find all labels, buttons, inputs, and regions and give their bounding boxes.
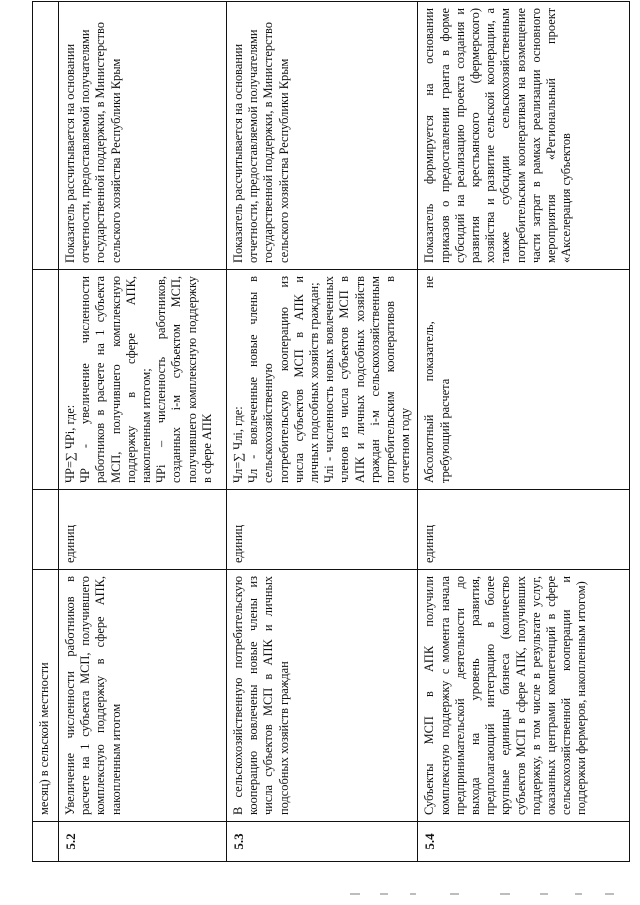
cell-unit [33, 490, 59, 570]
unit-of-measure: единиц [59, 490, 227, 570]
scan-artifact [500, 893, 510, 895]
table-row [59, 2, 227, 862]
cell-formula [33, 270, 59, 490]
table-row [227, 2, 418, 862]
indicators-table [32, 1, 630, 862]
indicator-name: Субъекты МСП в АПК получили комплексную поддержку с момента начала предпринимательской деятельности до выхода на уровень развития, предполагающий интеграцию в более крупные единицы бизнеса (количество субъектов МСП в сфере АПК, получивших поддержку, в том числе в результате услуг, оказанных центрами компетенций в сфере сельскохозяйственной кооперации и поддержки фермеров, накопленным итогом) [418, 570, 630, 822]
table-row [33, 2, 59, 862]
row-number: 5.4 [418, 822, 630, 862]
calculation-formula: Чл=∑ Члi, где: Чл - вовлеченные новые члены в сельскохозяйственную потребительскую кооперацию из числа субъектов МСП в АПК и личных подсобных хозяйств граждан; Члi - численность новых вовлеченных членов из числа субъектов МСП в АПК и личных подсобных хозяйств граждан i-м сельскохозяйственным потребительским кооперативов в отчетном году [227, 270, 418, 490]
indicator-name: Увеличение численности работников в расчете на 1 субъекта МСП, получившего комплексную поддержку в сфере АПК, накопленным итогом [59, 570, 227, 822]
calculation-formula: Абсолютный показатель, не требующий расчета [418, 270, 630, 490]
scan-artifact [410, 893, 416, 895]
scan-artifact [380, 893, 388, 895]
scan-artifact [605, 893, 614, 895]
scan-artifact [350, 893, 360, 895]
table-row [418, 2, 630, 862]
cell-num [33, 822, 59, 862]
row-number: 5.2 [59, 822, 227, 862]
indicator-name: В сельскохозяйственную потребительскую кооперацию вовлечены новые члены из числа субъектов МСП в АПК и личных подсобных хозяйств граждан [227, 570, 418, 822]
unit-of-measure: единиц [418, 490, 630, 570]
scan-artifact [540, 893, 548, 895]
data-source: Показатель рассчитывается на основании отчетности, предоставляемой получателями государственной поддержки, в Министерство сельского хозяйства Республики Крым [59, 2, 227, 270]
rotated-table-wrapper [32, 2, 612, 862]
unit-of-measure: единиц [227, 490, 418, 570]
cell-measure: месяц) в сельской местности [33, 570, 59, 822]
data-source: Показатель рассчитывается на основании отчетности, предоставляемой получателями государственной поддержки, в Министерство сельского хозяйства Республики Крым [227, 2, 418, 270]
calculation-formula: ЧР=∑ ЧРi, где: ЧР - увеличение численности работников в расчете на 1 субъекта МСП, получившего комплексную поддержку в сфере АПК, накопленным итогом; ЧРi – численность работников, созданных i-м субъектом МСП, получившего комплексную поддержку в сфере АПК [59, 270, 227, 490]
row-number: 5.3 [227, 822, 418, 862]
scan-artifact [575, 893, 582, 895]
data-source: Показатель формируется на основании приказов о предоставлении гранта в форме субсидий на реализацию проекта создания и развития крестьянского (фермерского) хозяйства и развитие сельской кооперации, а также субсидии сельскохозяйственным потребительским кооперативам на возмещение части затрат в рамках реализации основного мероприятия «Региональный проект «Акселерация субъектов [418, 2, 630, 270]
cell-source [33, 2, 59, 270]
scan-artifact [450, 893, 459, 895]
